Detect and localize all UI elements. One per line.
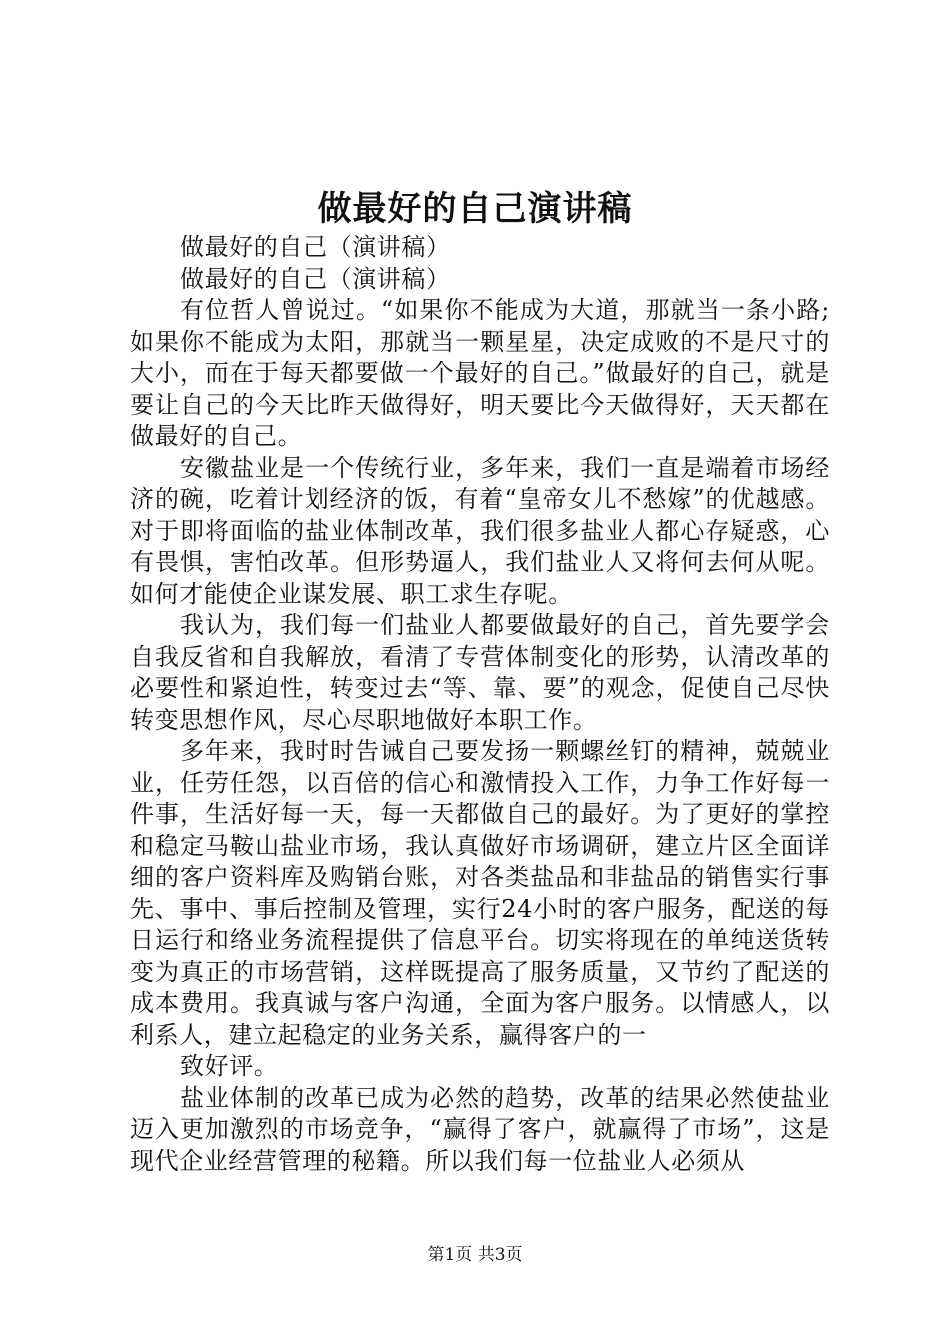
- body-paragraph: 盐业体制的改革已成为必然的趋势，改革的结果必然使盐业迈入更加激烈的市场竞争，“赢得了客户，就赢得了市场”，这是现代企业经营管理的秘籍。所以我们每一位盐业人必须从: [130, 1083, 830, 1175]
- body-paragraph: 多年来，我时时告诫自己要发扬一颗螺丝钉的精神，兢兢业业，任劳任怨，以百倍的信心和激情投入工作，力争工作好每一件事，生活好每一天，每一天都做自己的最好。为了更好的掌控和稳定马鞍山盐业市场，我认真做好市场调研，建立片区全面详细的客户资料库及购销台账，对各类盐品和非盐品的销售实行事先、事中、事后控制及管理，实行24小时的客户服务，配送的每日运行和络业务流程提供了信息平台。切实将现在的单纯送货转变为真正的市场营销，这样既提高了服务质量，又节约了配送的成本费用。我真诚与客户沟通，全面为客户服务。以情感人，以利系人，建立起稳定的业务关系，赢得客户的一: [130, 737, 830, 1049]
- document-body: [130, 232, 830, 1177]
- body-paragraph: 致好评。: [180, 1052, 279, 1080]
- subtitle-line: 做最好的自己（演讲稿）: [180, 233, 451, 261]
- document-title: 做最好的自己演讲稿: [317, 189, 633, 229]
- body-paragraph: 安徽盐业是一个传统行业，多年来，我们一直是端着市场经济的碗，吃着计划经济的饭，有着“皇帝女儿不愁嫁”的优越感。对于即将面临的盐业体制改革，我们很多盐业人都心存疑惑，心有畏惧，害怕改革。但形势逼人，我们盐业人又将何去何从呢。如何才能使企业谋发展、职工求生存呢。: [130, 453, 830, 608]
- body-paragraph: 有位哲人曾说过。“如果你不能成为大道，那就当一条小路;如果你不能成为太阳，那就当一颗星星，决定成败的不是尺寸的大小，而在于每天都要做一个最好的自己。”做最好的自己，就是要让自己的今天比昨天做得好，明天要比今天做得好，天天都在做最好的自己。: [130, 296, 830, 450]
- subtitle-line: 做最好的自己（演讲稿）: [180, 264, 451, 293]
- body-paragraph: 我认为，我们每一们盐业人都要做最好的自己，首先要学会自我反省和自我解放，看清了专营体制变化的形势，认清改革的必要性和紧迫性，转变过去“等、靠、要”的观念，促使自己尽快转变思想作风，尽心尽职地做好本职工作。: [130, 611, 830, 734]
- page-number-footer: 第1页 共3页: [427, 1245, 523, 1265]
